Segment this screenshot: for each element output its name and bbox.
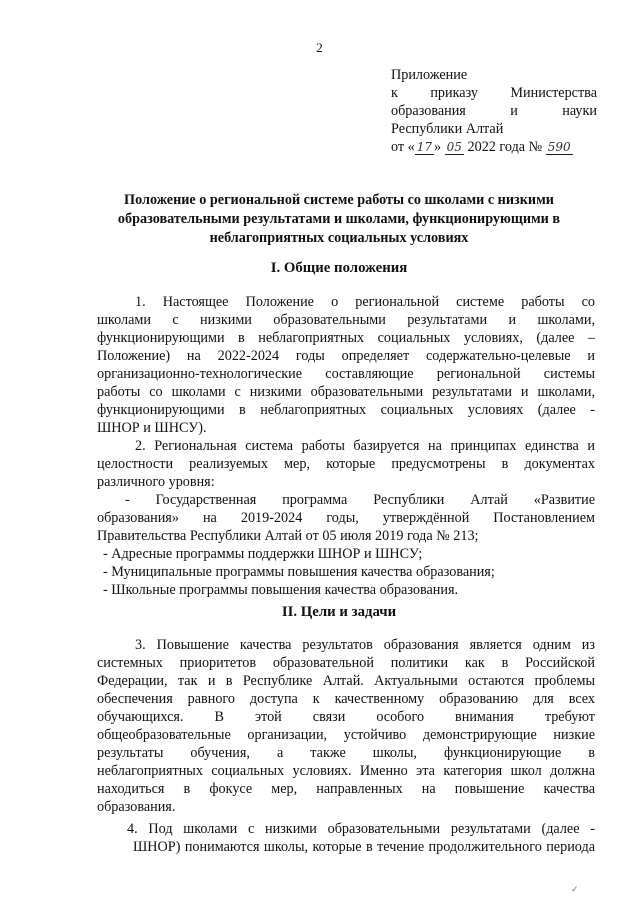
list-item: - Муниципальные программы повышения качества образования;	[103, 564, 495, 580]
text-line: системных приоритетов образовательной политики как в Российской	[97, 655, 595, 671]
text-line: обеспечения равного доступа к качественному образованию для всех	[97, 691, 595, 707]
text-line: образования» на 2019-2024 годы, утверждённой Постановлением	[97, 510, 595, 526]
text-line: Правительства Республики Алтай от 05 июля 2019 года № 213;	[97, 528, 479, 544]
section-heading-general: I. Общие положения	[270, 260, 408, 276]
handwritten-month: 05	[446, 140, 462, 154]
list-item: - Адресные программы поддержки ШНОР и ШНСУ;	[103, 546, 423, 562]
text-line: результаты обучения, а также школы, функционирующие в	[97, 745, 595, 761]
page-number: 2	[316, 40, 323, 55]
appendix-date-line	[391, 138, 597, 156]
text-line: общеобразовательные организации, устойчиво демонстрирующие низкие	[97, 727, 595, 743]
section-heading-goals: II. Цели и задачи	[281, 604, 397, 620]
title-line: образовательными результатами и школами, функционирующими в	[117, 211, 561, 227]
title-line: неблагоприятных социальных условиях	[209, 230, 469, 246]
date-year: 2022 года №	[463, 139, 546, 155]
date-mid: »	[434, 139, 445, 155]
scan-mark: ✓	[571, 884, 579, 894]
text-line: 3. Повышение качества результатов образования является одним из	[135, 637, 595, 653]
title-line: Положение о региональной системе работы со школами с низкими	[124, 192, 554, 208]
text-line: Положение) на 2022-2024 годы определяет содержательно-целевые и	[97, 348, 595, 364]
text-line: 4. Под школами с низкими образовательными результатами (далее -	[127, 821, 595, 837]
text-line: различного уровня:	[97, 474, 215, 490]
text-line: Федерации, так и в Республике Алтай. Актуальными остаются проблемы	[97, 673, 595, 689]
text-line: 2. Региональная система работы базируется на принципах единства и	[135, 438, 595, 454]
appendix-block	[391, 66, 597, 156]
document-title	[70, 191, 608, 248]
appendix-line: Приложение	[391, 67, 468, 83]
date-prefix: от «	[391, 139, 415, 155]
text-line: организационно-технологические составляющие региональной системы	[97, 366, 595, 382]
text-line: функционирующими в неблагоприятных социальных условиях (далее -	[97, 402, 595, 418]
text-line: школами с низкими образовательными результатами и школами,	[97, 312, 595, 328]
text-line: ШНОР и ШНСУ).	[97, 420, 207, 436]
text-line: работы со школами с низкими образовательными результатами и школами,	[97, 384, 595, 400]
text-line: обучающихся. В этой связи особого внимания требуют	[97, 709, 595, 725]
text-line: находиться в фокусе мер, направленных на повышение качества	[97, 781, 595, 797]
text-line: целостности реализуемых мер, которые предусмотрены в документах	[97, 456, 595, 472]
text-line: 1. Настоящее Положение о региональной системе работы со	[135, 294, 595, 310]
appendix-line: к приказу Министерства	[391, 85, 597, 101]
list-item: - Государственная программа Республики Алтай «Развитие	[125, 492, 595, 508]
section-goals-body	[97, 636, 595, 856]
text-line: ШНОР) понимаются школы, которые в течение продолжительного периода	[133, 839, 595, 855]
text-line: неблагоприятных социальных условиях. Именно эта категория школ должна	[97, 763, 595, 779]
appendix-line: образования и науки	[391, 103, 597, 119]
text-line: образования.	[97, 799, 176, 815]
list-item: - Школьные программы повышения качества образования.	[103, 582, 459, 598]
section-general-body	[97, 293, 595, 599]
handwritten-day: 17	[416, 140, 433, 154]
handwritten-order-number: 590	[547, 140, 571, 154]
text-line: функционирующими в неблагоприятных социальных условиях, (далее –	[97, 330, 595, 346]
appendix-line: Республики Алтай	[391, 121, 504, 137]
